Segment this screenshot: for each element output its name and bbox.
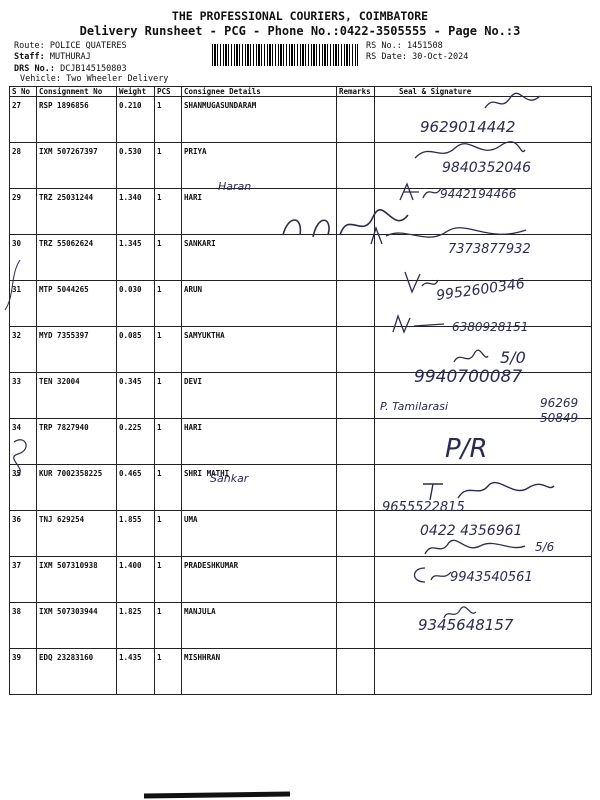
cell-consignee: MISHHRAN	[182, 649, 337, 695]
table-row	[10, 649, 592, 695]
hw-row30-phone: 7373877932	[448, 242, 531, 257]
cell-pcs: 1	[155, 465, 182, 511]
cell-signature	[375, 557, 592, 603]
col-signature: Seal & Signature	[375, 87, 592, 97]
cell-weight: 1.340	[117, 189, 155, 235]
cell-pcs: 1	[155, 649, 182, 695]
cell-remarks	[337, 189, 375, 235]
table-row	[10, 465, 592, 511]
cell-pcs: 1	[155, 603, 182, 649]
cell-consignee: PRADESHKUMAR	[182, 557, 337, 603]
cell-weight: 0.030	[117, 281, 155, 327]
hw-row31-phone: 9952600346	[435, 275, 526, 305]
runsheet-table	[9, 86, 592, 695]
cell-consignment: KUR 7002358225	[37, 465, 117, 511]
cell-remarks	[337, 97, 375, 143]
table-row	[10, 419, 592, 465]
cell-sno: 29	[10, 189, 37, 235]
cell-remarks	[337, 465, 375, 511]
cell-signature	[375, 143, 592, 189]
cell-weight: 0.085	[117, 327, 155, 373]
cell-consignment: MYD 7355397	[37, 327, 117, 373]
cell-remarks	[337, 511, 375, 557]
hw-row34-name: P. Tamilarasi	[380, 400, 449, 413]
cell-sno: 35	[10, 465, 37, 511]
cell-weight: 0.530	[117, 143, 155, 189]
cell-pcs: 1	[155, 189, 182, 235]
cell-sno: 31	[10, 281, 37, 327]
cell-consignment: EDQ 23283160	[37, 649, 117, 695]
hw-row33-phone: 9940700087	[414, 367, 523, 387]
cell-remarks	[337, 281, 375, 327]
cell-pcs: 1	[155, 511, 182, 557]
cell-consignee: ARUN	[182, 281, 337, 327]
cell-pcs: 1	[155, 419, 182, 465]
table-header	[10, 87, 592, 97]
cell-consignment: TRZ 25031244	[37, 189, 117, 235]
cell-remarks	[337, 327, 375, 373]
cell-pcs: 1	[155, 235, 182, 281]
hw-row37-mark: 5/6	[535, 540, 555, 554]
cell-consignee: SHANMUGASUNDARAM	[182, 97, 337, 143]
cell-signature	[375, 465, 592, 511]
cell-remarks	[337, 557, 375, 603]
table-row	[10, 97, 592, 143]
cell-weight: 1.400	[117, 557, 155, 603]
cell-sno: 28	[10, 143, 37, 189]
cell-sno: 32	[10, 327, 37, 373]
cell-signature	[375, 511, 592, 557]
cell-sno: 38	[10, 603, 37, 649]
cell-weight: 0.210	[117, 97, 155, 143]
hw-row36-name: Sankar	[210, 472, 249, 485]
cell-pcs: 1	[155, 281, 182, 327]
cell-consignee: SAMYUKTHA	[182, 327, 337, 373]
hw-row39-phone: 9345648157	[418, 616, 514, 634]
cell-pcs: 1	[155, 327, 182, 373]
bottom-mark	[140, 788, 300, 800]
cell-sno: 39	[10, 649, 37, 695]
cell-sno: 37	[10, 557, 37, 603]
table-row	[10, 511, 592, 557]
col-weight: Weight	[117, 87, 155, 97]
cell-sno: 36	[10, 511, 37, 557]
cell-weight: 1.855	[117, 511, 155, 557]
col-sno: S No	[10, 87, 37, 97]
col-consignee: Consignee Details	[182, 87, 337, 97]
cell-consignment: IXM 507310938	[37, 557, 117, 603]
table-row	[10, 373, 592, 419]
hw-row33-mark: 5/0	[500, 348, 526, 367]
table-row	[10, 189, 592, 235]
cell-consignment: MTP 5044265	[37, 281, 117, 327]
table-row	[10, 143, 592, 189]
cell-signature	[375, 649, 592, 695]
col-consignment: Consignment No	[37, 87, 117, 97]
cell-signature	[375, 189, 592, 235]
cell-consignee: HARI	[182, 419, 337, 465]
cell-consignment: TRP 7827940	[37, 419, 117, 465]
cell-signature	[375, 419, 592, 465]
cell-consignment: TEN 32004	[37, 373, 117, 419]
cell-sno: 30	[10, 235, 37, 281]
rs-no-line: RS No.: 1451508	[366, 41, 443, 51]
cell-pcs: 1	[155, 373, 182, 419]
cell-sno: 33	[10, 373, 37, 419]
cell-remarks	[337, 143, 375, 189]
hw-row38-phone: 9943540561	[450, 570, 533, 585]
cell-pcs: 1	[155, 143, 182, 189]
cell-remarks	[337, 373, 375, 419]
route-line: Route: POLICE QUATERES	[14, 41, 127, 51]
hw-row37-phone: 0422 4356961	[420, 523, 523, 539]
hw-row29-phone: 9442194466	[440, 187, 517, 201]
rs-date-line: RS Date: 30-Oct-2024	[366, 52, 469, 62]
staff-line: Staff: MUTHURAJ	[14, 52, 91, 62]
cell-weight: 0.345	[117, 373, 155, 419]
cell-weight: 1.825	[117, 603, 155, 649]
cell-weight: 0.225	[117, 419, 155, 465]
vehicle-line: Vehicle: Two Wheeler Delivery	[20, 74, 169, 84]
table-row	[10, 235, 592, 281]
cell-signature	[375, 327, 592, 373]
cell-consignee: DEVI	[182, 373, 337, 419]
runsheet-title: Delivery Runsheet - PCG - Phone No.:0422-3505555 - Page No.:3	[79, 24, 521, 38]
company-title: THE PROFESSIONAL COURIERS, COIMBATORE	[171, 9, 429, 23]
table-row	[10, 603, 592, 649]
cell-consignment: IXM 507267397	[37, 143, 117, 189]
cell-signature	[375, 603, 592, 649]
hw-row27-phone: 9629014442	[420, 118, 516, 136]
hw-row34-phone-b: 50849	[540, 411, 579, 425]
cell-sno: 27	[10, 97, 37, 143]
cell-signature	[375, 235, 592, 281]
cell-consignee: SANKARI	[182, 235, 337, 281]
cell-consignment: IXM 507303944	[37, 603, 117, 649]
hw-row29-name: Haran	[218, 180, 252, 193]
drs-line: DRS No.: DCJB145150803	[14, 64, 127, 74]
cell-consignee: UMA	[182, 511, 337, 557]
hw-row32-phone: 6380928151	[452, 320, 529, 334]
col-remarks: Remarks	[337, 87, 375, 97]
cell-consignment: RSP 1896856	[37, 97, 117, 143]
cell-sno: 34	[10, 419, 37, 465]
cell-consignment: TNJ 629254	[37, 511, 117, 557]
barcode	[212, 44, 358, 66]
cell-weight: 1.435	[117, 649, 155, 695]
cell-signature	[375, 281, 592, 327]
cell-weight: 0.465	[117, 465, 155, 511]
cell-remarks	[337, 235, 375, 281]
cell-remarks	[337, 419, 375, 465]
table-row	[10, 557, 592, 603]
cell-pcs: 1	[155, 557, 182, 603]
cell-consignment: TRZ 55062624	[37, 235, 117, 281]
cell-consignee: SHRI MATHI	[182, 465, 337, 511]
cell-pcs: 1	[155, 97, 182, 143]
hw-row28-phone: 9840352046	[442, 160, 532, 176]
cell-weight: 1.345	[117, 235, 155, 281]
cell-consignee: MANJULA	[182, 603, 337, 649]
cell-signature	[375, 97, 592, 143]
cell-consignee: HARI	[182, 189, 337, 235]
cell-signature	[375, 373, 592, 419]
cell-remarks	[337, 649, 375, 695]
hw-row36-phone: 9655522815	[382, 500, 465, 515]
hw-row34-phone-a: 96269	[540, 396, 579, 410]
table-row	[10, 327, 592, 373]
table-row	[10, 281, 592, 327]
hw-row35-mark: P/R	[445, 434, 488, 464]
cell-consignee: PRIYA	[182, 143, 337, 189]
col-pcs: PCS	[155, 87, 182, 97]
cell-remarks	[337, 603, 375, 649]
